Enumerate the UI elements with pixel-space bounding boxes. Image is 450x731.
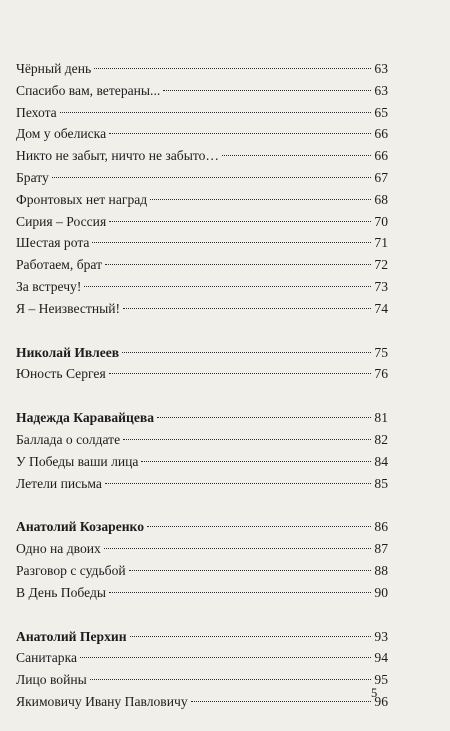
page-ref: 65 [374,104,388,120]
entry-title: Баллада о солдате [16,431,121,447]
page-ref: 76 [374,366,388,382]
page-ref: 75 [374,344,388,360]
entry-title: Дом у обелиска [16,126,107,142]
author-name: Николай Ивлеев [16,344,120,360]
page-ref: 81 [374,410,388,426]
toc-entry-row [16,189,388,211]
entry-title: Якимовичу Ивану Павловичу [16,693,188,709]
dot-leader [80,657,371,658]
toc-entry-row [16,276,388,298]
page-ref: 66 [374,148,388,164]
toc-entry-row [16,560,388,582]
toc-entry-row [16,429,388,451]
toc-entry-row [16,211,388,233]
toc-entry-row [16,647,388,669]
section-gap [16,385,388,407]
dot-leader [122,352,371,353]
page-ref: 93 [374,628,388,644]
toc-entry-row [16,363,388,385]
entry-title: Пехота [16,104,57,120]
entry-title: За встречу! [16,278,82,294]
entry-title: Шестая рота [16,235,90,251]
entry-title: Спасибо вам, ветераны... [16,82,161,98]
toc-entry-row [16,145,388,167]
entry-title: В День Победы [16,584,107,600]
entry-title: Лицо войны [16,672,87,688]
toc-entry-row [16,538,388,560]
page-ref: 74 [374,300,388,316]
toc-entry-row [16,473,388,495]
dot-leader [157,417,371,418]
toc-author-row [16,516,388,538]
entry-title: Летели письма [16,475,102,491]
entry-title: Чёрный день [16,61,92,76]
entry-title: Я – Неизвестный! [16,300,121,316]
dot-leader [109,221,371,222]
dot-leader [52,177,371,178]
page-ref: 71 [374,235,388,251]
section-gap [16,320,388,342]
page-ref: 63 [374,61,388,76]
toc-entry-row [16,232,388,254]
page-ref: 70 [374,213,388,229]
entry-title: Фронтовых нет наград [16,191,148,207]
toc-author-row [16,407,388,429]
dot-leader [191,701,371,702]
page-ref: 87 [374,541,388,557]
toc-entry-row [16,80,388,102]
entry-title: Никто не забыт, ничто не забыто… [16,148,220,164]
author-name: Надежда Каравайцева [16,410,155,426]
dot-leader [130,636,371,637]
entry-title: Одно на двоих [16,541,101,557]
page-ref: 63 [374,82,388,98]
page-ref: 95 [374,672,388,688]
entry-title: У Победы ваши лица [16,453,139,469]
dot-leader [123,439,371,440]
dot-leader [163,90,371,91]
page-ref: 66 [374,126,388,142]
toc-author-row [16,626,388,648]
page-ref: 96 [374,693,388,709]
dot-leader [147,526,371,527]
dot-leader [105,483,371,484]
toc-entry-row [16,298,388,320]
page-ref: 68 [374,191,388,207]
section-gap [16,494,388,516]
dot-leader [129,570,371,571]
section-gap [16,604,388,626]
dot-leader [109,592,371,593]
entry-title: Брату [16,169,49,185]
toc-entry-row [16,254,388,276]
page-number: 5 [371,686,378,700]
toc-entry-row [16,58,388,80]
toc-entry-row [16,451,388,473]
page-ref: 82 [374,431,388,447]
page-ref: 86 [374,519,388,535]
toc-entry-row [16,691,388,713]
toc-author-row [16,342,388,364]
dot-leader [105,264,371,265]
toc-entry-row [16,669,388,691]
dot-leader [150,199,371,200]
author-name: Анатолий Козаренко [16,519,145,535]
page-ref: 88 [374,562,388,578]
toc-entry-row [16,102,388,124]
entry-title: Юность Сергея [16,366,106,382]
dot-leader [90,679,371,680]
entry-title: Санитарка [16,650,78,666]
dot-leader [94,68,371,69]
dot-leader [109,133,371,134]
dot-leader [92,242,371,243]
page-ref: 72 [374,257,388,273]
author-name: Анатолий Перхин [16,628,127,644]
page-ref: 85 [374,475,388,491]
page-ref: 67 [374,169,388,185]
dot-leader [109,373,371,374]
dot-leader [222,155,371,156]
dot-leader [60,112,371,113]
dot-leader [84,286,371,287]
dot-leader [123,308,371,309]
entry-title: Сирия – Россия [16,213,107,229]
page-ref: 94 [374,650,388,666]
entry-title: Работаем, брат [16,257,103,273]
table-of-contents [16,58,388,713]
page-ref: 73 [374,278,388,294]
dot-leader [104,548,371,549]
entry-title: Разговор с судьбой [16,562,126,578]
toc-entry-row [16,123,388,145]
toc-entry-row [16,167,388,189]
dot-leader [141,461,371,462]
toc-entry-row [16,582,388,604]
page-ref: 90 [374,584,388,600]
page-ref: 84 [374,453,388,469]
